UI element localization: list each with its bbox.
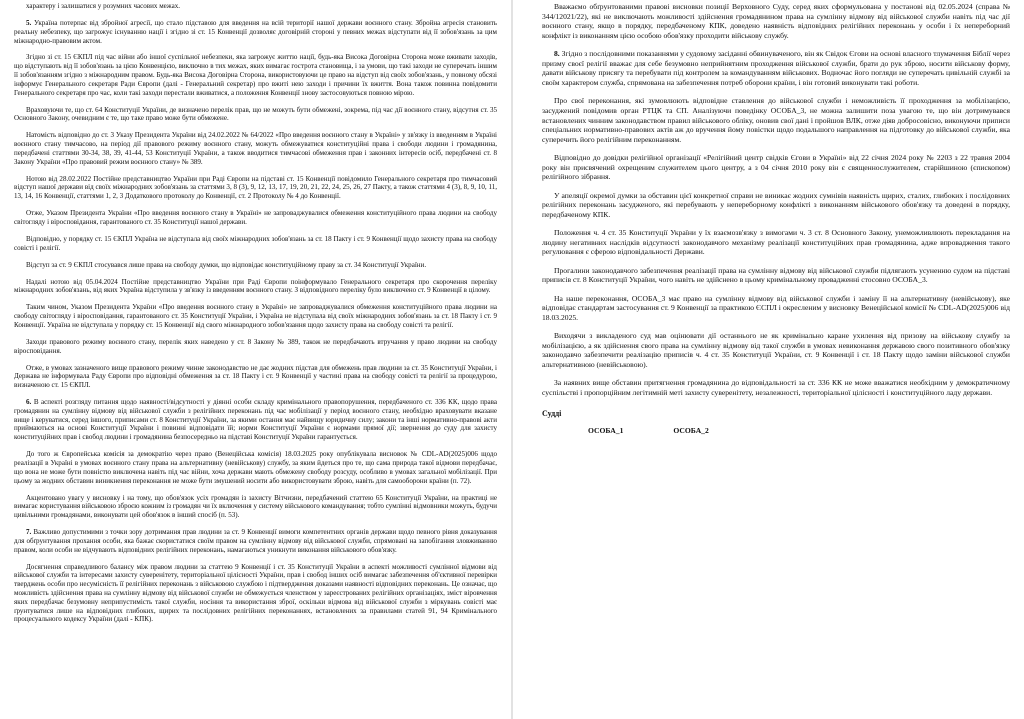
- paragraph-text: Отже, в умовах зазначеного вище правового режиму чинне законодавство не дає жодних підстав для обмежень прав людини за ст. 35 Конституції України, і Держава не інформувала Раду Європи про відповідні обмеження за ст. 18 Пакту і ст. 9 Конвенції у частині права на свободу совісті та релігії за процедурою, визначеною ст. 15 ЄКПЛ.: [14, 363, 497, 390]
- left-paragraph: [14, 175, 497, 201]
- left-paragraph: [14, 528, 497, 554]
- right-paragraph: [542, 191, 1010, 220]
- judges-heading: Судді: [542, 409, 562, 419]
- left-paragraph: [14, 261, 497, 270]
- right-page-body: [542, 2, 1010, 397]
- left-paragraph: [14, 235, 497, 253]
- paragraph-text: Виходячи з викладеного суд мав оцінювати дії останнього не як кримінально каране ухилення від призову на військову службу за мобілізацією, а як здійснення свого права на сумлінну відмову від такої служби в умовах невиконання державою свого позитивного обов'язку законодавчо забезпечити реалізацію приписів ч. 4 ст. 35 Конституції України, ст. 9 Конвенції і ст. 18 Пакту щодо заміни військової служби альтернативною (невійськовою).: [542, 331, 1010, 369]
- left-page: [0, 0, 511, 719]
- paragraph-text: Враховуючи те, що ст. 64 Конституції України, де визначено перелік прав, що не можуть бути обмежені, зокрема, під час дії воєнного стану, відсутня ст. 35 Основного Закону, очевидним є те, що таке право може бути обмежене.: [14, 105, 497, 123]
- paragraph-text: Важливо допустимими з точки зору дотримання прав людини за ст. 9 Конвенції вимоги компетентних органів держави щодо певного рівня доказування для обґрунтування прохання особи, яка бажає скористатися своїм правом на сумлінну відмову від військової служби, спрямовані на запобігання зловживанню правом, коли особи не відчувають відповідних релігійних переконань, намагаються уникнути виконання військового обов'язку.: [14, 528, 498, 554]
- left-paragraph: [14, 53, 497, 97]
- paragraph-text: Надалі нотою від 05.04.2024 Постійне представництво України при Раді Європи поінформувало Генерального секретаря про скорочення переліку міжнародних зобов'язань, від яких Україна відступила у зв'язку із введенням воєнного стану. З відповідного переліку було виключено ст. 9 Конвенції в цілому.: [14, 277, 497, 295]
- paragraph-text: Досягнення справедливого балансу між правом людини за статтею 9 Конвенції і ст. 35 Конституції України в аспекті можливості сумлінної відмови від військової служби та інтересами захисту суверенітету, територіальної цілісності України, прав і свобод інших осіб вимагає забезпечення об'єктивної перевірки тверджень особи про несумісність її релігійних переконань з військовою службою і підтвердження доказами наявності відповідних переконань. Це означає, що можливість здійснення права на сумлінну відмову від військової служби не обмежується членством у зареєстрованих релігійних організаціях, зміст віровчення яких передбачає безумовну неприпустимість такої служби, носіння та використання зброї, оскільки відмова від військової служби з міркувань совісті має ґрунтуватися лише на відповідних глибоких, щирих та послідовних релігійних переконаннях, встановлених за правилами статей 91, 94 Кримінального процесуального кодексу України (далі - КПК).: [14, 562, 497, 624]
- paragraph-text: Відповідно до довідки релігійної організації «Релігійний центр свідків Єгови в Україні» від 22 січня 2024 року № 2203 з 22 травня 2004 року він присвячений охрещеним служителем цього центру, а з 04 січня 2010 року він є священнослужителем, старійшиною (єпископом) релігійного зібрання.: [542, 153, 1010, 182]
- right-paragraph: [542, 2, 1010, 41]
- paragraph-text: Прогалини законодавчого забезпечення реалізації права на сумлінну відмову від військової служби підлягають усуненню судом на підставі приписів ст. 8 Конституції України, чого навіть не здійснено в цьому кримінальному провадженні стосовно ОСОБА_3.: [542, 265, 1010, 285]
- paragraph-number: 6.: [26, 398, 32, 407]
- paragraph-text: Положення ч. 4 ст. 35 Конституції України у їх взаємозв'язку з вимогами ч. 3 ст. 8 Основного Закону, унеможливлюють перекладання на людину негативних наслідків відсутності законодавчого механізму реалізації конституційних прав громадянина, адже впровадження такого регулювання є сферою відповідальності Держави.: [542, 228, 1010, 257]
- paragraph-text: У апеляції окремої думки за обставин цієї конкретної справи не виникає жодних сумнівів наявність щирих, сталих, глибоких і послідовних релігійних переконань засудженого, які перебувають у непереборному конфлікті з виконанням військового обов'язку та доведені в порядку, передбаченому КПК.: [542, 190, 1010, 219]
- left-paragraph: [14, 364, 497, 390]
- left-paragraph: [14, 2, 497, 11]
- paragraph-text: Нотою від 28.02.2022 Постійне представництво України при Раді Європи на підставі ст. 15 Конвенції повідомило Генерального секретаря про тимчасовий відступ нашої держави від своїх міжнародних зобов'язань за статтями 3, 8 (3), 9, 12, 13, 17, 19, 20, 21, 22, 24, 25, 26, 27 Пакту, а також статтями 4 (3), 8, 9, 10, 11, 13, 14, 16 Конвенції, статтями 1, 2, 3 Додаткового протоколу до Конвенції, ст. 2 Протоколу № 4 до Конвенції.: [14, 174, 497, 201]
- left-paragraph: [14, 131, 497, 166]
- paragraph-number: 5.: [26, 18, 32, 27]
- left-paragraph: [14, 450, 497, 485]
- paragraph-text: Акцентовано увагу у висновку і на тому, що обов'язок усіх громадян із захисту Вітчизни, передбачений статтею 65 Конституції України, на практиці не вимагає користування військовою зброєю кожним із громадян чи їх включення у систему військового командування; тобто сумлінні відмовники можуть, будучи цивільними громадянами, виконувати цей обов'язок в інший спосіб (п. 53).: [14, 493, 497, 520]
- left-paragraph: [14, 494, 497, 520]
- paragraph-text: Отже, Указом Президента України «Про введення воєнного стану в Україні» не запроваджувалися обмеження конституційного права людини на свободу світогляду і віросповідання, гарантованого ст. 35 Конституції нашої держави.: [14, 209, 497, 226]
- left-paragraph: [14, 563, 497, 625]
- paragraph-text: За наявних вище обставин притягнення громадянина до відповідальності за ст. 336 КК не може вважатися необхідним у демократичному суспільстві і пропорційним легітимній меті захисту суверенітету, незалежності, територіальної цілісності і конституційного ладу держави.: [542, 378, 1010, 397]
- right-paragraph: [542, 294, 1010, 323]
- right-paragraph: [542, 266, 1010, 285]
- left-paragraph: [14, 303, 497, 329]
- paragraph-text: Таким чином, Указом Президента України «Про введення воєнного стану в Україні» не запроваджувалися обмеження конституційного права людини на свободу світогляду і віросповідання, гарантованого ст. 35 Конституції України, і Україна не відступала від своїх міжнародних зобов'язань за ст. 18 Пакту і ст. 9 Конвенції. Україна не відступала у порядку ст. 15 Конвенції від свого міжнародного зобов'язання щодо захисту права на свободу совісті та релігії.: [14, 303, 497, 329]
- paragraph-text: Про свої переконання, які зумовлюють відповідне ставлення до військової служби і неможливість її проходження за мобілізацією, засуджений повідомив орган РТЦК та СП. Аналізуючи поведінку ОСОБА_3, не можна залишити поза увагою те, що він дотримувався встановлених чинним законодавством правил військового обліку, оновив свої дані і пройшов ВЛК, отже діяв добросовісно, виконуючи приписи спеціальних нормативно-правових актів аж до вручення йому повістки щодо подальшого направлення на підготовку до військової служби, яка суперечить його релігійним переконанням.: [542, 96, 1010, 144]
- paragraph-number: 8.: [554, 49, 560, 59]
- paragraph-text: Заходи правового режиму воєнного стану, перелік яких наведено у ст. 8 Закону № 389, також не передбачають втручання у право людини на свободу віросповідання.: [14, 337, 497, 355]
- right-paragraph: [542, 331, 1010, 370]
- paragraph-text: Згідно з послідовними показаннями у судовому засіданні обвинуваченого, він як Свідок Єгови на основі власного тлумачення Біблії через призму своєї релігії вважає для себе безумовно неприйнятним проходження військової служби, брати до рук зброю, носити військову форму, давати військову присягу та перебувати під контролем за командуванням військових. Водночас його погляди не суперечать цивільній службі за своїм характером служба, спрямована на забезпечення потреб оборони країни, і він готовий виконувати такі роботи.: [542, 49, 1010, 88]
- right-paragraph: [542, 378, 1010, 397]
- left-paragraph: [14, 398, 497, 442]
- paragraph-text: В аспекті розгляду питання щодо наявності/відсутності у діянні особи складу кримінального правопорушення, передбаченого ст. 336 КК, щодо права громадянин на сумлінну відмову від військової служби з релігійних переконань під час мобілізації у період воєнного стану, необхідно враховувати вказане вище і керуватися, серед іншого, приписами ст. 8 Конституції України, за якими остання має найвищу юридичну силу; закони та інші нормативно-правові акти приймаються на основі Конституції України і повинні відповідати їй; норми Конституції України є нормами прямої дії; звернення до суду для захисту конституційних прав і свобод людини і громадянина безпосередньо на підставі Конституції України гарантується.: [14, 398, 498, 442]
- paragraph-text: Згідно зі ст. 15 ЄКПЛ під час війни або іншої суспільної небезпеки, яка загрожує життю нації, будь-яка Висока Договірна Сторона може вживати заходів, що відступають від її зобов'язань за цією Конвенцією, виключно в тих межах, яких вимагає гострота становища, і за умови, що такі заходи не суперечать іншим її зобов'язанням згідно з міжнародним правом. Будь-яка Висока Договірна Сторона, використовуючи це право на відступ від своїх зобов'язань, у повному обсязі інформує Генерального секретаря Ради Європи (далі - Генеральний секретар) про вжиті нею заходи і причини їх вжиття. Вона також повинна повідомити Генерального секретаря про час, коли такі заходи перестали вживатися, а положення Конвенції знову застосовуються повною мірою.: [14, 53, 497, 97]
- paragraph-text: характеру і залишатися у розумних часових межах.: [26, 2, 181, 10]
- signature-row: [542, 426, 1010, 435]
- right-paragraph: [542, 228, 1010, 257]
- left-paragraph: [14, 106, 497, 124]
- paragraph-text: Відповідно, у порядку ст. 15 ЄКПЛ Україна не відступала від своїх міжнародних зобов'язань за ст. 18 Пакту і ст. 9 Конвенції щодо захисту права на свободу совісті і релігії.: [14, 234, 497, 252]
- left-paragraph: [14, 338, 497, 356]
- signature-judge-1: ОСОБА_1: [588, 426, 624, 436]
- left-paragraph: [14, 278, 497, 296]
- paragraph-text: На наше переконання, ОСОБА_3 має право на сумлінну відмову від військової служби і заміну її на альтернативну (невійськову), яке відповідає стандартам застосування ст. 9 Конвенції за практикою ЄСПЛ і окресленим у висновку Венеційської комісії № CDL-AD(2025)006 від 18.03.2025.: [542, 293, 1010, 322]
- signature-judge-2: ОСОБА_2: [673, 426, 709, 436]
- left-paragraph: [14, 209, 497, 227]
- paragraph-text: Україна потерпає від збройної агресії, що стало підставою для введення на всій території нашої держави воєнного стану. Збройна агресія становить реальну небезпеку, що загрожує існуванню нації і згідно зі ст. 15 Конвенції дозволяє договірній стороні у певних межах відступати від її зобов'язань за цим міжнародно-правовим актом.: [14, 18, 498, 45]
- paragraph-number: 7.: [26, 528, 32, 537]
- right-paragraph: [542, 153, 1010, 182]
- paragraph-text: До того ж Європейська комісія за демократію через право (Венеційська комісія) 18.03.2025 року опублікувала висновок № CDL-AD(2025)006 щодо реалізації в Україні в умовах воєнного стану права на альтернативну (невійськову) службу, за яким йдеться про те, що сама природа такої відмови передбачає, що вона не може бути повністю виключена навіть під час війни, хоча держави мають обмежену свободу розсуду, особливо в умовах загальної мобілізації. При цьому за жодних обставин виникнення переконання не може бути змушений носити або використовувати зброю, навіть для самооборони країни (п. 72).: [14, 450, 497, 485]
- paragraph-text: Натомість відповідно до ст. 3 Указу Президента України від 24.02.2022 № 64/2022 «Про введення воєнного стану в Україні» у зв'язку із введенням в Україні воєнного стану тимчасово, на період дії правового режиму воєнного стану, можуть обмежуватися конституційні права і свободи людини і громадянина, передбачені статтями 30-34, 38, 39, 41-44, 53 Конституції України, а також вводитися тимчасові обмеження прав і законних інтересів осіб, передбачені ст. 8 Закону України «Про правовий режим воєнного стану» № 389.: [14, 131, 497, 166]
- paragraph-text: Відступ за ст. 9 ЄКПЛ стосувався лише права на свободу думки, що відповідає конституційному праву за ст. 34 Конституції України.: [26, 260, 427, 269]
- right-paragraph: [542, 49, 1010, 88]
- left-paragraph: [14, 19, 497, 45]
- right-paragraph: [542, 96, 1010, 144]
- paragraph-text: Вважаємо обґрунтованими правові висновки позиції Верховного Суду, серед яких сформульована у постанові від 02.05.2024 (справа № 344/12021/22), які не виключають можливості здійснення громадянином права на сумлінну відмову від військової служби навіть під час дії воєнного стану, якщо в порядку, передбаченому КПК, доведено наявність відповідних релігійних переконань у особи і їх непереборний конфлікт із виконанням цією особою обов'язку проходити військову службу.: [542, 2, 1010, 40]
- right-page: [513, 0, 1024, 719]
